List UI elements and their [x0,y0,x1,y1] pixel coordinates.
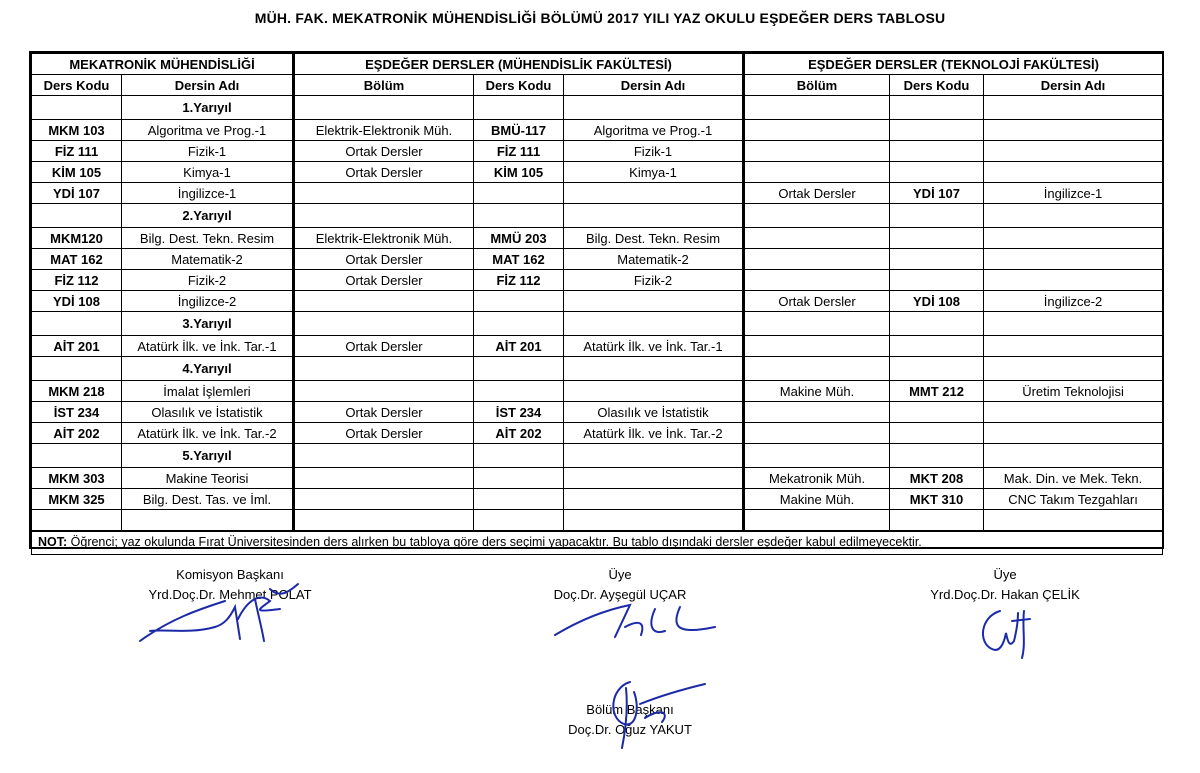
eng-department [294,381,474,402]
empty-cell [122,510,294,531]
eng-course-name [564,183,744,204]
empty-cell [474,96,564,120]
tech-course-code [890,120,984,141]
eng-department: Ortak Dersler [294,270,474,291]
tech-course-name [984,120,1163,141]
signature-role: Üye [608,567,632,582]
empty-cell [294,357,474,381]
empty-cell [890,357,984,381]
semester-label: 4.Yarıyıl [122,357,294,381]
semester-row [32,312,1163,336]
signature-name: Yrd.Doç.Dr. Mehmet POLAT [148,587,312,602]
empty-cell [294,96,474,120]
tech-course-code [890,249,984,270]
empty-cell [564,357,744,381]
eng-course-code [474,381,564,402]
signature-name: Doç.Dr. Ayşegül UÇAR [553,587,687,602]
course-code: AİT 201 [32,336,122,357]
empty-cell [984,444,1163,468]
tech-course-code [890,336,984,357]
empty-cell [890,312,984,336]
semester-code-cell [32,96,122,120]
tech-department [744,402,890,423]
semester-code-cell [32,204,122,228]
note-text [32,531,1163,555]
tech-course-code: MMT 212 [890,381,984,402]
tech-department [744,336,890,357]
tech-department: Makine Müh. [744,381,890,402]
eng-course-name: Kimya-1 [564,162,744,183]
eng-course-code: FİZ 111 [474,141,564,162]
course-code: MKM 218 [32,381,122,402]
tech-course-name: Mak. Din. ve Mek. Tekn. [984,468,1163,489]
semester-row [32,204,1163,228]
course-code: AİT 202 [32,423,122,444]
course-code: YDİ 108 [32,291,122,312]
equivalence-table [29,51,1164,549]
empty-cell [890,204,984,228]
empty-cell [744,510,890,531]
eng-course-name: Atatürk İlk. ve İnk. Tar.-2 [564,423,744,444]
empty-cell [984,312,1163,336]
group-engineering: EŞDEĞER DERSLER (MÜHENDİSLİK FAKÜLTESİ) [294,54,744,75]
empty-cell [294,510,474,531]
tech-course-name [984,336,1163,357]
col-tech-dept: Bölüm [744,75,890,96]
column-header-row [32,75,1163,96]
course-row [32,228,1163,249]
semester-code-cell [32,357,122,381]
tech-course-name: İngilizce-1 [984,183,1163,204]
eng-department: Ortak Dersler [294,141,474,162]
course-name: Makine Teorisi [122,468,294,489]
tech-department: Makine Müh. [744,489,890,510]
tech-department [744,228,890,249]
eng-course-name [564,489,744,510]
empty-cell [474,357,564,381]
eng-course-code: MMÜ 203 [474,228,564,249]
course-row [32,141,1163,162]
signature-role: Bölüm Başkanı [586,702,674,717]
tech-course-name [984,270,1163,291]
semester-code-cell [32,444,122,468]
course-name: Fizik-1 [122,141,294,162]
eng-course-code [474,183,564,204]
course-row [32,270,1163,291]
tech-department: Ortak Dersler [744,291,890,312]
course-name: Kimya-1 [122,162,294,183]
semester-label: 2.Yarıyıl [122,204,294,228]
empty-cell [564,444,744,468]
eng-course-name: Atatürk İlk. ve İnk. Tar.-1 [564,336,744,357]
tech-department: Ortak Dersler [744,183,890,204]
semester-code-cell [32,312,122,336]
eng-course-name [564,291,744,312]
handwritten-signature [970,603,1050,663]
tech-department: Mekatronik Müh. [744,468,890,489]
group-technology: EŞDEĞER DERSLER (TEKNOLOJİ FAKÜLTESİ) [744,54,1163,75]
eng-department: Ortak Dersler [294,249,474,270]
course-row [32,402,1163,423]
group-mechatronics: MEKATRONİK MÜHENDİSLİĞİ [32,54,294,75]
col-eng-code: Ders Kodu [474,75,564,96]
tech-department [744,141,890,162]
tech-department [744,249,890,270]
course-code: FİZ 112 [32,270,122,291]
course-code: MAT 162 [32,249,122,270]
empty-cell [564,96,744,120]
course-row [32,120,1163,141]
col-tech-code: Ders Kodu [890,75,984,96]
semester-label: 5.Yarıyıl [122,444,294,468]
signature-member-2 [870,565,1140,605]
course-code: KİM 105 [32,162,122,183]
tech-course-name: İngilizce-2 [984,291,1163,312]
course-name: Atatürk İlk. ve İnk. Tar.-2 [122,423,294,444]
empty-cell [984,204,1163,228]
empty-cell [474,444,564,468]
empty-cell [744,204,890,228]
course-row [32,381,1163,402]
signature-commission-chair [110,565,350,605]
tech-course-code: MKT 208 [890,468,984,489]
course-name: Atatürk İlk. ve İnk. Tar.-1 [122,336,294,357]
course-name: Matematik-2 [122,249,294,270]
blank-row [32,510,1163,531]
tech-course-code: MKT 310 [890,489,984,510]
group-header-row [32,54,1163,75]
signature-department-head [520,700,740,740]
course-code: MKM120 [32,228,122,249]
tech-course-name [984,402,1163,423]
course-code: MKM 303 [32,468,122,489]
tech-course-name [984,162,1163,183]
semester-label: 1.Yarıyıl [122,96,294,120]
course-name: İngilizce-1 [122,183,294,204]
tech-department [744,120,890,141]
col-eng-name: Dersin Adı [564,75,744,96]
course-name: Olasılık ve İstatistik [122,402,294,423]
tech-course-name [984,228,1163,249]
tech-course-name [984,141,1163,162]
course-name: İngilizce-2 [122,291,294,312]
eng-course-name: Bilg. Dest. Tekn. Resim [564,228,744,249]
document-title: MÜH. FAK. MEKATRONİK MÜHENDİSLİĞİ BÖLÜMÜ 2017 YILI YAZ OKULU EŞDEĞER DERS TABLOSU [254,10,946,26]
course-row [32,336,1163,357]
eng-course-code: FİZ 112 [474,270,564,291]
empty-cell [744,444,890,468]
empty-cell [294,204,474,228]
tech-course-name: CNC Takım Tezgahları [984,489,1163,510]
empty-cell [744,357,890,381]
tech-course-name [984,423,1163,444]
empty-cell [984,96,1163,120]
eng-course-code [474,468,564,489]
tech-course-code [890,141,984,162]
empty-cell [890,96,984,120]
course-name: Bilg. Dest. Tas. ve İml. [122,489,294,510]
tech-course-code [890,270,984,291]
eng-department: Ortak Dersler [294,162,474,183]
semester-row [32,444,1163,468]
eng-course-code: İST 234 [474,402,564,423]
col-code: Ders Kodu [32,75,122,96]
empty-cell [474,312,564,336]
tech-course-code [890,162,984,183]
course-code: FİZ 111 [32,141,122,162]
eng-course-code [474,291,564,312]
course-row [32,249,1163,270]
eng-department [294,183,474,204]
signature-name: Doç.Dr. Oğuz YAKUT [568,722,692,737]
eng-department [294,291,474,312]
empty-cell [564,312,744,336]
signature-member-1 [500,565,740,605]
empty-cell [294,444,474,468]
empty-cell [744,312,890,336]
tech-department [744,162,890,183]
eng-department: Elektrik-Elektronik Müh. [294,120,474,141]
tech-course-code: YDİ 107 [890,183,984,204]
course-code: İST 234 [32,402,122,423]
course-name: Fizik-2 [122,270,294,291]
empty-cell [744,96,890,120]
note-row [32,531,1163,555]
note-body: Öğrenci; yaz okulunda Fırat Üniversitesinden ders alırken bu tabloya göre ders seçimi yapacaktır. Bu tablo dışındaki dersler eşdeğer kabul edilmeyecektir. [67,535,922,550]
course-name: Bilg. Dest. Tekn. Resim [122,228,294,249]
empty-cell [564,510,744,531]
course-row [32,489,1163,510]
tech-course-code [890,402,984,423]
empty-cell [474,510,564,531]
eng-course-name: Olasılık ve İstatistik [564,402,744,423]
eng-course-name: Fizik-1 [564,141,744,162]
eng-department: Ortak Dersler [294,402,474,423]
eng-department: Ortak Dersler [294,423,474,444]
eng-course-name: Matematik-2 [564,249,744,270]
empty-cell [984,510,1163,531]
course-code: MKM 103 [32,120,122,141]
tech-course-name: Üretim Teknolojisi [984,381,1163,402]
col-tech-name: Dersin Adı [984,75,1163,96]
eng-course-name: Algoritma ve Prog.-1 [564,120,744,141]
course-code: YDİ 107 [32,183,122,204]
empty-cell [564,204,744,228]
eng-course-code: KİM 105 [474,162,564,183]
eng-course-code: AİT 201 [474,336,564,357]
col-name: Dersin Adı [122,75,294,96]
tech-course-code [890,423,984,444]
tech-course-code [890,228,984,249]
course-table [31,53,1163,555]
tech-course-code: YDİ 108 [890,291,984,312]
empty-cell [890,510,984,531]
eng-department: Elektrik-Elektronik Müh. [294,228,474,249]
eng-department [294,468,474,489]
signature-name: Yrd.Doç.Dr. Hakan ÇELİK [930,587,1080,602]
eng-course-name [564,468,744,489]
signature-role: Üye [993,567,1017,582]
col-eng-dept: Bölüm [294,75,474,96]
eng-department: Ortak Dersler [294,336,474,357]
empty-cell [890,444,984,468]
semester-row [32,96,1163,120]
course-row [32,162,1163,183]
eng-course-code: BMÜ-117 [474,120,564,141]
course-row [32,183,1163,204]
eng-course-code [474,489,564,510]
empty-cell [294,312,474,336]
tech-department [744,423,890,444]
course-name: Algoritma ve Prog.-1 [122,120,294,141]
course-row [32,423,1163,444]
note-prefix: NOT: [38,535,68,550]
tech-department [744,270,890,291]
empty-cell [984,357,1163,381]
course-row [32,291,1163,312]
eng-department [294,489,474,510]
course-row [32,468,1163,489]
semester-label: 3.Yarıyıl [122,312,294,336]
course-code: MKM 325 [32,489,122,510]
course-name: İmalat İşlemleri [122,381,294,402]
empty-cell [32,510,122,531]
empty-cell [474,204,564,228]
eng-course-code: MAT 162 [474,249,564,270]
eng-course-name: Fizik-2 [564,270,744,291]
semester-row [32,357,1163,381]
eng-course-code: AİT 202 [474,423,564,444]
eng-course-name [564,381,744,402]
tech-course-name [984,249,1163,270]
signature-role: Komisyon Başkanı [176,567,284,582]
